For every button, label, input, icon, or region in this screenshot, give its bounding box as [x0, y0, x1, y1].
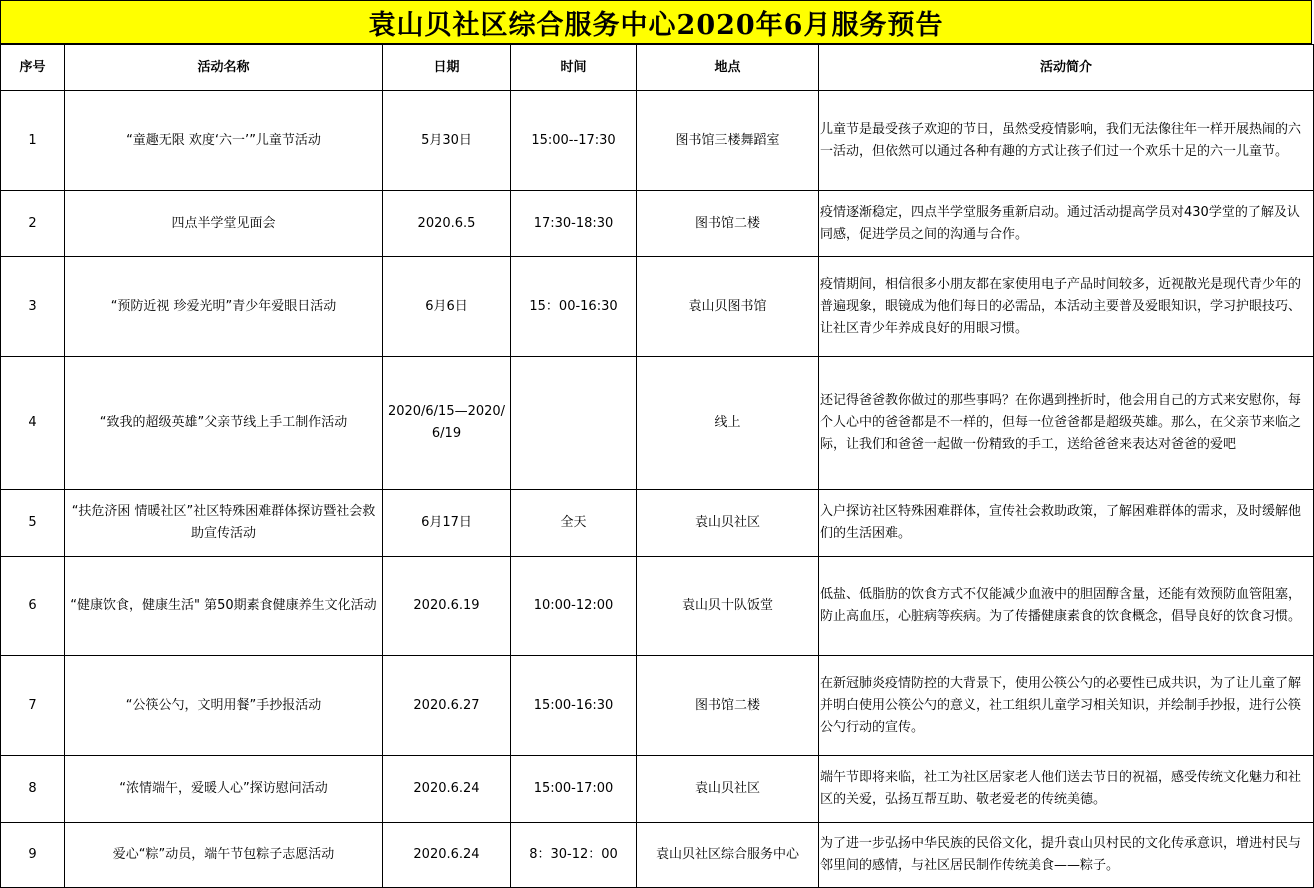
cell-date[interactable]: 6月17日 — [383, 490, 511, 557]
sheet-title: 袁山贝社区综合服务中心2020年6月服务预告 — [0, 0, 1312, 44]
cell-time[interactable]: 10:00-12:00 — [511, 557, 637, 656]
cell-no[interactable]: 1 — [1, 91, 65, 191]
cell-no[interactable]: 8 — [1, 756, 65, 823]
cell-desc[interactable]: 疫情期间，相信很多小朋友都在家使用电子产品时间较多，近视散光是现代青少年的普遍现象，眼镜成为他们每日的必需品，本活动主要普及爱眼知识，学习护眼技巧、让社区青少年养成良好的用眼习惯。 — [819, 257, 1314, 357]
cell-name[interactable]: “健康饮食，健康生活" 第50期素食健康养生文化活动 — [65, 557, 383, 656]
cell-time[interactable] — [511, 357, 637, 490]
cell-place[interactable]: 图书馆二楼 — [637, 191, 819, 257]
cell-time[interactable]: 15：00-16:30 — [511, 257, 637, 357]
cell-time[interactable]: 15:00-17:00 — [511, 756, 637, 823]
cell-desc[interactable]: 疫情逐渐稳定，四点半学堂服务重新启动。通过活动提高学员对430学堂的了解及认同感，促进学员之间的沟通与合作。 — [819, 191, 1314, 257]
cell-place[interactable]: 图书馆二楼 — [637, 656, 819, 756]
cell-time[interactable]: 8：30-12：00 — [511, 823, 637, 888]
table-row — [1, 656, 1314, 756]
cell-desc[interactable]: 儿童节是最受孩子欢迎的节日，虽然受疫情影响，我们无法像往年一样开展热闹的六一活动，但依然可以通过各种有趣的方式让孩子们过一个欢乐十足的六一儿童节。 — [819, 91, 1314, 191]
cell-date[interactable]: 2020.6.5 — [383, 191, 511, 257]
cell-name[interactable]: “扶危济困 情暖社区”社区特殊困难群体探访暨社会救助宣传活动 — [65, 490, 383, 557]
cell-desc[interactable]: 端午节即将来临，社工为社区居家老人他们送去节日的祝福，感受传统文化魅力和社区的关爱，弘扬互帮互助、敬老爱老的传统美德。 — [819, 756, 1314, 823]
cell-no[interactable]: 7 — [1, 656, 65, 756]
cell-place[interactable]: 图书馆三楼舞蹈室 — [637, 91, 819, 191]
table-row — [1, 557, 1314, 656]
cell-place[interactable]: 袁山贝社区综合服务中心 — [637, 823, 819, 888]
cell-name[interactable]: “童趣无限 欢度‘六一’”儿童节活动 — [65, 91, 383, 191]
cell-name[interactable]: “公筷公勺，文明用餐”手抄报活动 — [65, 656, 383, 756]
cell-date[interactable]: 5月30日 — [383, 91, 511, 191]
cell-date[interactable]: 6月6日 — [383, 257, 511, 357]
table-row — [1, 756, 1314, 823]
cell-time[interactable]: 15:00-16:30 — [511, 656, 637, 756]
header-time: 时间 — [511, 45, 637, 91]
cell-name[interactable]: “浓情端午，爱暖人心”探访慰问活动 — [65, 756, 383, 823]
cell-place[interactable]: 袁山贝十队饭堂 — [637, 557, 819, 656]
cell-desc[interactable]: 还记得爸爸教你做过的那些事吗？在你遇到挫折时，他会用自己的方式来安慰你，每个人心中的爸爸都是不一样的，但每一位爸爸都是超级英雄。那么，在父亲节来临之际，让我们和爸爸一起做一份精致的手工，送给爸爸来表达对爸爸的爱吧 — [819, 357, 1314, 490]
cell-name[interactable]: 爱心“粽”动员，端午节包粽子志愿活动 — [65, 823, 383, 888]
table-row — [1, 191, 1314, 257]
cell-desc[interactable]: 为了进一步弘扬中华民族的民俗文化，提升袁山贝村民的文化传承意识，增进村民与邻里间的感情，与社区居民制作传统美食——粽子。 — [819, 823, 1314, 888]
table-row — [1, 257, 1314, 357]
cell-no[interactable]: 3 — [1, 257, 65, 357]
cell-name[interactable]: “预防近视 珍爱光明”青少年爱眼日活动 — [65, 257, 383, 357]
cell-name[interactable]: “致我的超级英雄”父亲节线上手工制作活动 — [65, 357, 383, 490]
schedule-table — [0, 44, 1314, 888]
cell-place[interactable]: 袁山贝图书馆 — [637, 257, 819, 357]
cell-name[interactable]: 四点半学堂见面会 — [65, 191, 383, 257]
header-date: 日期 — [383, 45, 511, 91]
cell-date[interactable]: 2020/6/15—2020/6/19 — [383, 357, 511, 490]
cell-time[interactable]: 15:00--17:30 — [511, 91, 637, 191]
cell-place[interactable]: 袁山贝社区 — [637, 490, 819, 557]
cell-place[interactable]: 线上 — [637, 357, 819, 490]
cell-no[interactable]: 9 — [1, 823, 65, 888]
table-row — [1, 490, 1314, 557]
header-desc: 活动简介 — [819, 45, 1314, 91]
cell-date[interactable]: 2020.6.19 — [383, 557, 511, 656]
cell-desc[interactable]: 在新冠肺炎疫情防控的大背景下，使用公筷公勺的必要性已成共识，为了让儿童了解并明白使用公筷公勺的意义，社工组织儿童学习相关知识，并绘制手抄报，进行公筷公勺行动的宣传。 — [819, 656, 1314, 756]
table-row — [1, 91, 1314, 191]
header-no: 序号 — [1, 45, 65, 91]
cell-time[interactable]: 17:30-18:30 — [511, 191, 637, 257]
cell-no[interactable]: 2 — [1, 191, 65, 257]
cell-no[interactable]: 5 — [1, 490, 65, 557]
table-row — [1, 357, 1314, 490]
header-place: 地点 — [637, 45, 819, 91]
cell-date[interactable]: 2020.6.27 — [383, 656, 511, 756]
cell-date[interactable]: 2020.6.24 — [383, 823, 511, 888]
cell-desc[interactable]: 入户探访社区特殊困难群体，宣传社会救助政策，了解困难群体的需求，及时缓解他们的生活困难。 — [819, 490, 1314, 557]
table-row — [1, 823, 1314, 888]
cell-no[interactable]: 6 — [1, 557, 65, 656]
cell-date[interactable]: 2020.6.24 — [383, 756, 511, 823]
header-name: 活动名称 — [65, 45, 383, 91]
header-row — [1, 45, 1314, 91]
cell-desc[interactable]: 低盐、低脂肪的饮食方式不仅能减少血液中的胆固醇含量，还能有效预防血管阻塞，防止高血压，心脏病等疾病。为了传播健康素食的饮食概念，倡导良好的饮食习惯。 — [819, 557, 1314, 656]
cell-time[interactable]: 全天 — [511, 490, 637, 557]
cell-place[interactable]: 袁山贝社区 — [637, 756, 819, 823]
cell-no[interactable]: 4 — [1, 357, 65, 490]
